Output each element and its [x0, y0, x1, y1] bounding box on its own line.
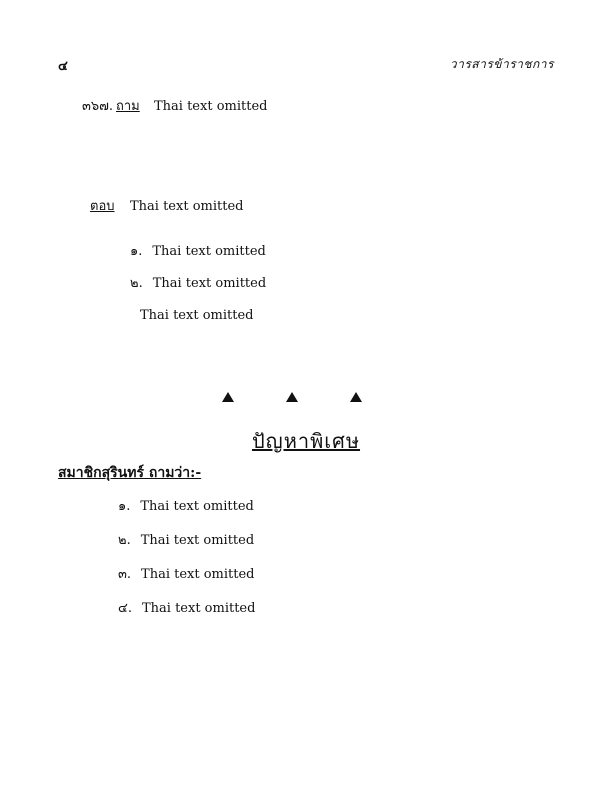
answer-item	[90, 304, 554, 328]
triangle-icon	[350, 392, 362, 402]
problem-item	[58, 529, 554, 553]
page-number: ๔	[58, 59, 68, 74]
problem-item-number: ๓.	[118, 567, 132, 582]
problem-items	[58, 495, 554, 631]
journal-title: วารสารข้าราชการ	[449, 57, 554, 71]
answer-item-text: Thai text omitted	[152, 276, 267, 291]
triangle-icon	[286, 392, 298, 402]
question-label: ถาม	[116, 99, 140, 114]
problem-item-number: ๒.	[118, 533, 131, 548]
answer-item-number: ๑.	[130, 244, 143, 259]
problem-item	[58, 597, 554, 621]
question-block	[82, 95, 554, 119]
section-title: ปัญหาพิเศษ	[251, 429, 361, 453]
answer-item	[90, 272, 554, 296]
problem-item-text: Thai text omitted	[141, 567, 255, 582]
asker-line: สมาชิกสุรินทร์ ถามว่า:-	[58, 465, 202, 481]
problem-item-number: ๔.	[118, 601, 132, 616]
answer-item	[90, 240, 554, 264]
problem-item-number: ๑.	[118, 499, 131, 514]
answer-item-text: Thai text omitted	[140, 308, 254, 323]
page-header	[58, 55, 554, 75]
section-divider	[0, 392, 612, 412]
problem-item-text: Thai text omitted	[140, 499, 254, 514]
answer-block	[90, 195, 554, 219]
answer-label: ตอบ	[90, 199, 115, 214]
problem-item	[58, 563, 554, 587]
question-number: ๓๖๗.	[82, 99, 114, 114]
answer-item-number: ๒.	[130, 276, 143, 291]
problem-item-text: Thai text omitted	[141, 601, 256, 616]
question-text: Thai text omitted	[154, 99, 268, 114]
problem-item	[58, 495, 554, 519]
triangle-icon	[222, 392, 234, 402]
answer-text: Thai text omitted	[130, 199, 244, 214]
answer-item-text: Thai text omitted	[152, 244, 266, 259]
answer-items	[90, 240, 554, 336]
problem-item-text: Thai text omitted	[140, 533, 255, 548]
